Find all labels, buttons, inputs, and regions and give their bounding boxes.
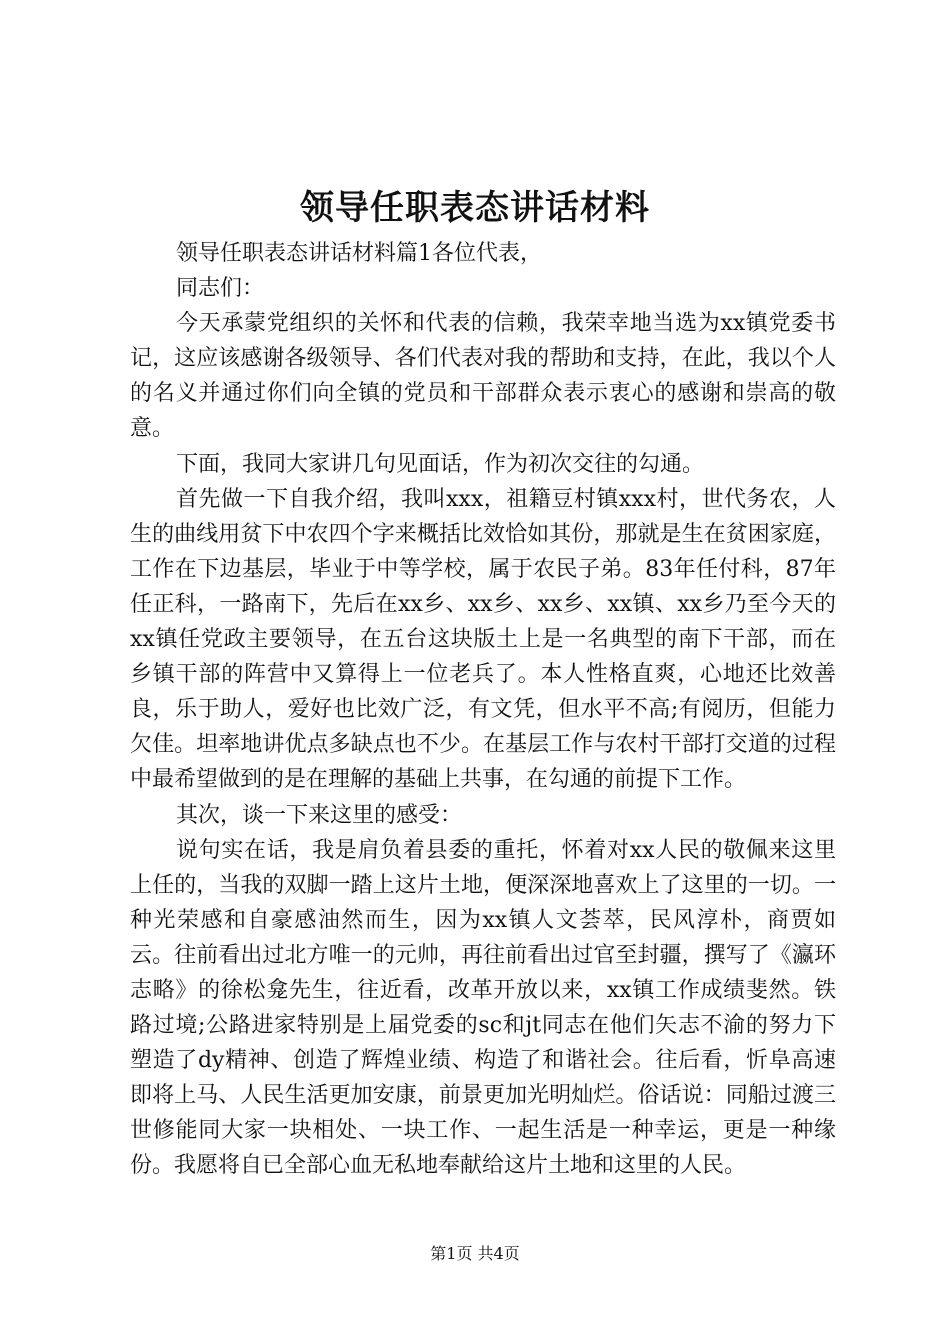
paragraph-2: 同志们：: [176, 276, 265, 302]
paragraph-4: 下面，我同大家讲几句见面话，作为初次交往的勾通。: [176, 451, 705, 477]
paragraph-1: 领导任职表态讲话材料篇1各位代表，: [176, 241, 542, 266]
paragraph-3: 今天承蒙党组织的关怀和代表的信赖，我荣幸地当选为xx镇党委书记，这应该感谢各级领导、各们代表对我的帮助和支持，在此，我以个人的名义并通过你们向全镇的党员和干部群众表示衷心的感谢和崇高的敬意。: [130, 311, 836, 442]
paragraph-5: 首先做一下自我介绍，我叫xxx，祖籍豆村镇xxx村，世代务农，人生的曲线用贫下中农四个字来概括比效恰如其份，那就是生在贫困家庭，工作在下边基层，毕业于中等学校，属于农民子弟。83年任付科，87年任正科，一路南下，先后在xx乡、xx乡、xx乡、xx镇、xx乡乃至今天的xx镇任党政主要领导，在五台这块版土上是一名典型的南下干部，而在乡镇干部的阵营中又算得上一位老兵了。本人性格直爽，心地还比效善良，乐于助人，爱好也比效广泛，有文凭，但水平不高;有阅历，但能力欠佳。坦率地讲优点多缺点也不少。在基层工作与农村干部打交道的过程中最希望做到的是在理解的基础上共事，在勾通的前提下工作。: [130, 486, 836, 793]
paragraph-7: 说句实在话，我是肩负着县委的重托，怀着对xx人民的敬佩来这里上任的，当我的双脚一踏上这片土地，便深深地喜欢上了这里的一切。一种光荣感和自豪感油然而生，因为xx镇人文荟萃，民风淳朴，商贾如云。往前看出过北方唯一的元帅，再往前看出过官至封疆，撰写了《瀛环志略》的徐松龛先生，往近看，改革开放以来，xx镇工作成绩斐然。铁路过境;公路进家特别是上届党委的sc和jt同志在他们矢志不渝的努力下塑造了dy精神、创造了辉煌业绩、构造了和谐社会。往后看，忻阜高速即将上马、人民生活更加安康，前景更加光明灿烂。俗话说：同船过渡三世修能同大家一块相处、一块工作、一起生活是一种幸运，更是一种缘份。我愿将自已全部心血无私地奉献给这片土地和这里的人民。: [130, 837, 836, 1179]
document-body: [130, 236, 836, 1184]
page-indicator: 第1页 共4页: [430, 1244, 520, 1263]
paragraph-6: 其次，谈一下来这里的感受：: [176, 802, 463, 828]
document-title: 领导任职表态讲话材料: [300, 188, 650, 228]
